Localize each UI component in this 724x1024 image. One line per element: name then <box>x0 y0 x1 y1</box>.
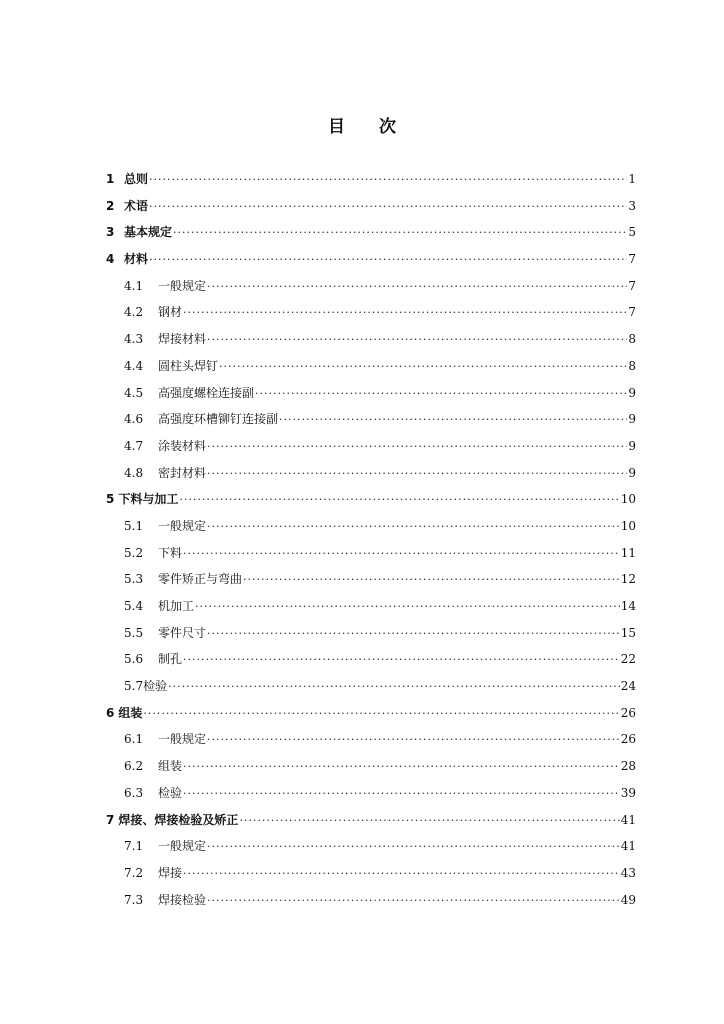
toc-entry-label: 组装 <box>158 759 183 774</box>
toc-entry-number: 4.8 <box>124 465 144 480</box>
toc-entry-page-number: 9 <box>628 385 636 400</box>
toc-entry-page-number: 49 <box>620 892 636 907</box>
toc-section-entry[interactable] <box>106 677 636 704</box>
toc-entry-number: 4.7 <box>124 438 144 453</box>
toc-leader-dots <box>207 333 627 346</box>
toc-entry-number: 5.3 <box>124 572 144 587</box>
toc-entry-label: 下料与加工 <box>118 492 179 507</box>
toc-entry-page-number: 28 <box>620 759 636 774</box>
toc-title: 目 次 <box>328 117 410 137</box>
toc-entry-page-number: 39 <box>620 785 636 800</box>
toc-entry-number: 4.3 <box>124 332 144 347</box>
toc-entry-label: 零件尺寸 <box>158 625 207 640</box>
toc-entry-page-number: 41 <box>620 812 636 827</box>
toc-entry-label: 组装 <box>118 705 143 720</box>
toc-leader-dots <box>207 467 627 480</box>
toc-section-entry[interactable] <box>106 410 636 437</box>
toc-leader-dots <box>195 600 620 613</box>
toc-entry-number: 4.5 <box>124 385 144 400</box>
toc-section-entry[interactable] <box>106 437 636 464</box>
toc-entry-label: 焊接 <box>158 865 183 880</box>
toc-entry-label: 制孔 <box>158 652 183 667</box>
toc-entry-number: 6.1 <box>124 732 144 747</box>
toc-section-entry[interactable] <box>106 303 636 330</box>
toc-entry-number: 6 <box>106 705 115 720</box>
toc-section-entry[interactable] <box>106 650 636 677</box>
toc-leader-dots <box>183 787 620 800</box>
toc-leader-dots <box>143 707 619 720</box>
toc-entry-page-number: 41 <box>620 839 636 854</box>
toc-entry-number: 2 <box>106 198 115 213</box>
toc-entry-page-number: 5 <box>628 225 636 240</box>
toc-leader-dots <box>149 200 627 213</box>
toc-leader-dots <box>183 547 620 560</box>
toc-entry-label: 焊接、焊接检验及矫正 <box>118 812 239 827</box>
toc-chapter-entry[interactable] <box>106 250 636 277</box>
toc-section-entry[interactable] <box>106 384 636 411</box>
toc-entry-page-number: 7 <box>628 278 636 293</box>
toc-section-entry[interactable] <box>106 517 636 544</box>
table-of-contents <box>106 170 636 917</box>
toc-entry-number: 4 <box>106 252 115 267</box>
toc-leader-dots <box>179 493 619 506</box>
toc-entry-number: 3 <box>106 225 115 240</box>
toc-leader-dots <box>255 387 627 400</box>
toc-entry-label: 检验 <box>143 679 168 694</box>
toc-entry-number: 5 <box>106 492 115 507</box>
toc-entry-label: 涂装材料 <box>158 438 207 453</box>
toc-leader-dots <box>183 867 620 880</box>
toc-entry-label: 圆柱头焊钉 <box>158 358 219 373</box>
toc-entry-page-number: 26 <box>620 705 636 720</box>
toc-entry-label: 一般规定 <box>158 278 207 293</box>
toc-entry-number: 4.2 <box>124 305 144 320</box>
toc-entry-number: 5.6 <box>124 652 144 667</box>
toc-section-entry[interactable] <box>106 330 636 357</box>
toc-entry-label: 术语 <box>124 198 149 213</box>
toc-entry-page-number: 12 <box>620 572 636 587</box>
toc-entry-label: 高强度螺栓连接副 <box>158 385 255 400</box>
toc-leader-dots <box>279 413 627 426</box>
toc-entry-page-number: 15 <box>620 625 636 640</box>
toc-entry-number: 7.1 <box>124 839 144 854</box>
toc-entry-number: 7.3 <box>124 892 144 907</box>
toc-section-entry[interactable] <box>106 357 636 384</box>
toc-leader-dots <box>207 627 620 640</box>
toc-leader-dots <box>149 253 627 266</box>
toc-entry-page-number: 8 <box>628 358 636 373</box>
toc-entry-page-number: 43 <box>620 865 636 880</box>
toc-entry-number: 5.2 <box>124 545 144 560</box>
toc-section-entry[interactable] <box>106 837 636 864</box>
toc-leader-dots <box>207 840 620 853</box>
toc-entry-page-number: 7 <box>628 305 636 320</box>
toc-leader-dots <box>243 573 620 586</box>
toc-leader-dots <box>173 226 627 239</box>
toc-chapter-entry[interactable] <box>106 811 636 838</box>
toc-entry-label: 材料 <box>124 252 149 267</box>
toc-section-entry[interactable] <box>106 277 636 304</box>
toc-entry-number: 5.1 <box>124 518 144 533</box>
toc-leader-dots <box>207 520 620 533</box>
toc-entry-label: 密封材料 <box>158 465 207 480</box>
toc-leader-dots <box>239 814 619 827</box>
toc-section-entry[interactable] <box>106 784 636 811</box>
toc-section-entry[interactable] <box>106 464 636 491</box>
toc-chapter-entry[interactable] <box>106 170 636 197</box>
toc-entry-label: 下料 <box>158 545 183 560</box>
toc-entry-number: 4.6 <box>124 412 144 427</box>
toc-entry-page-number: 9 <box>628 412 636 427</box>
toc-entry-label: 一般规定 <box>158 732 207 747</box>
toc-entry-number: 5.4 <box>124 599 144 613</box>
toc-leader-dots <box>207 733 620 746</box>
toc-entry-page-number: 14 <box>620 599 636 613</box>
toc-leader-dots <box>207 894 620 907</box>
toc-section-entry[interactable] <box>106 730 636 757</box>
toc-entry-page-number: 24 <box>620 679 636 694</box>
toc-entry-number: 1 <box>106 172 115 186</box>
toc-entry-page-number: 7 <box>628 252 636 267</box>
toc-chapter-entry[interactable] <box>106 197 636 224</box>
toc-entry-number: 6.2 <box>124 759 144 774</box>
toc-leader-dots <box>183 653 620 666</box>
toc-entry-label: 一般规定 <box>158 839 207 854</box>
toc-entry-page-number: 10 <box>620 492 636 507</box>
toc-entry-page-number: 26 <box>620 732 636 747</box>
toc-leader-dots <box>149 173 627 186</box>
toc-entry-number: 4.1 <box>124 278 144 293</box>
toc-section-entry[interactable] <box>106 544 636 571</box>
toc-entry-page-number: 1 <box>628 172 636 186</box>
toc-leader-dots <box>183 760 620 773</box>
toc-section-entry[interactable] <box>106 864 636 891</box>
toc-section-entry[interactable] <box>106 757 636 784</box>
toc-entry-label: 基本规定 <box>124 225 173 240</box>
toc-entry-number: 4.4 <box>124 358 144 373</box>
toc-entry-page-number: 3 <box>628 198 636 213</box>
toc-entry-label: 高强度环槽铆钉连接副 <box>158 412 279 427</box>
toc-entry-label: 焊接检验 <box>158 892 207 907</box>
toc-entry-number: 7 <box>106 812 115 827</box>
toc-leader-dots <box>207 440 627 453</box>
toc-entry-number: 5.7 <box>124 679 144 694</box>
toc-entry-page-number: 11 <box>620 545 636 560</box>
toc-entry-label: 焊接材料 <box>158 332 207 347</box>
toc-entry-label: 总则 <box>124 172 149 186</box>
toc-leader-dots <box>183 306 627 319</box>
toc-entry-label: 钢材 <box>158 305 183 320</box>
toc-section-entry[interactable] <box>106 891 636 918</box>
toc-entry-page-number: 8 <box>628 332 636 347</box>
toc-chapter-entry[interactable] <box>106 490 636 517</box>
toc-entry-number: 5.5 <box>124 625 144 640</box>
toc-section-entry[interactable] <box>106 597 636 624</box>
toc-entry-page-number: 9 <box>628 438 636 453</box>
toc-leader-dots <box>207 280 627 293</box>
toc-entry-number: 7.2 <box>124 865 144 880</box>
toc-entry-number: 6.3 <box>124 785 144 800</box>
toc-leader-dots <box>219 360 627 373</box>
toc-entry-label: 检验 <box>158 785 183 800</box>
toc-entry-label: 机加工 <box>158 599 195 613</box>
toc-entry-page-number: 22 <box>620 652 636 667</box>
toc-section-entry[interactable] <box>106 570 636 597</box>
toc-chapter-entry[interactable] <box>106 704 636 731</box>
toc-chapter-entry[interactable] <box>106 223 636 250</box>
toc-entry-page-number: 10 <box>620 518 636 533</box>
toc-leader-dots <box>168 680 620 693</box>
toc-entry-page-number: 9 <box>628 465 636 480</box>
toc-section-entry[interactable] <box>106 624 636 651</box>
toc-entry-label: 零件矫正与弯曲 <box>158 572 243 587</box>
toc-entry-label: 一般规定 <box>158 518 207 533</box>
